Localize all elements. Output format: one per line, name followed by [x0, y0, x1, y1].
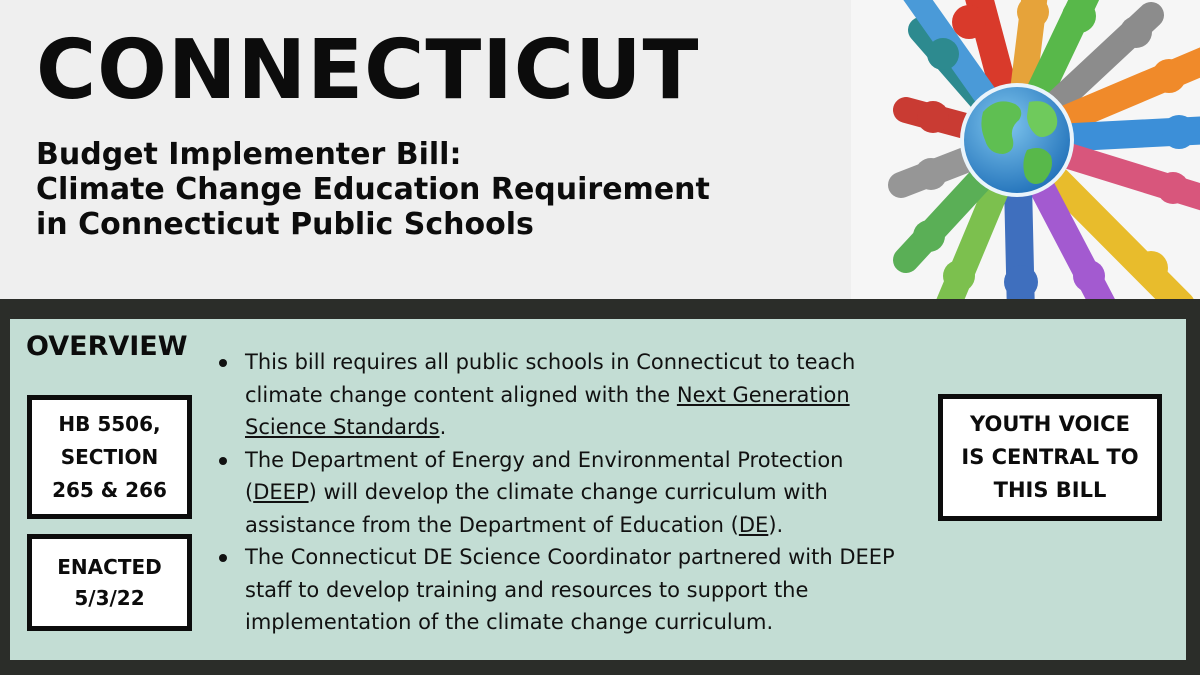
- bullet-text: ).: [768, 512, 784, 537]
- youth-voice-line: YOUTH VOICE: [970, 412, 1130, 436]
- page-title: CONNECTICUT: [36, 23, 700, 118]
- hands-around-globe-icon: [851, 0, 1200, 299]
- youth-voice-box: [938, 394, 1162, 521]
- subtitle-line: in Connecticut Public Schools: [36, 207, 534, 242]
- youth-voice-line: THIS BILL: [993, 478, 1107, 502]
- bullet-text: The Department of Energy and Environmental Protection (: [245, 447, 844, 504]
- bullet-text: This bill requires all public schools in Connecticut to teach climate change content aligned with the: [245, 350, 856, 407]
- bill-number-line: HB 5506,: [58, 411, 161, 436]
- ngss-link[interactable]: Next Generation Science Standards: [245, 382, 850, 439]
- overview-panel: [10, 319, 1186, 660]
- bullet-item: [216, 346, 916, 444]
- bullet-item: [216, 541, 916, 639]
- bullet-text: ) will develop the climate change curriculum with assistance from the Department of Education (: [245, 480, 828, 537]
- bill-number-box: [27, 395, 192, 519]
- bill-number-line: 265 & 266: [52, 477, 167, 502]
- bullet-text: The Connecticut DE Science Coordinator partnered with DEEP staff to develop training and resources to support the implementation of the climate change curriculum.: [245, 545, 895, 634]
- enacted-line: ENACTED: [57, 554, 162, 579]
- de-link[interactable]: DE: [738, 512, 769, 537]
- enacted-line: 5/3/22: [74, 585, 145, 610]
- subtitle-line: Budget Implementer Bill:: [36, 137, 462, 172]
- bullet-item: [216, 444, 916, 542]
- deep-link[interactable]: DEEP: [253, 480, 309, 504]
- page-subtitle: [36, 137, 710, 242]
- bill-number-line: SECTION: [60, 444, 159, 469]
- overview-bullet-list: [216, 346, 916, 639]
- youth-voice-line: IS CENTRAL TO: [961, 445, 1139, 469]
- header-section: [0, 0, 1200, 299]
- enacted-date-box: [27, 534, 192, 631]
- bullet-text: .: [439, 415, 447, 439]
- overview-heading: OVERVIEW: [26, 331, 188, 362]
- subtitle-line: Climate Change Education Requirement: [36, 172, 710, 207]
